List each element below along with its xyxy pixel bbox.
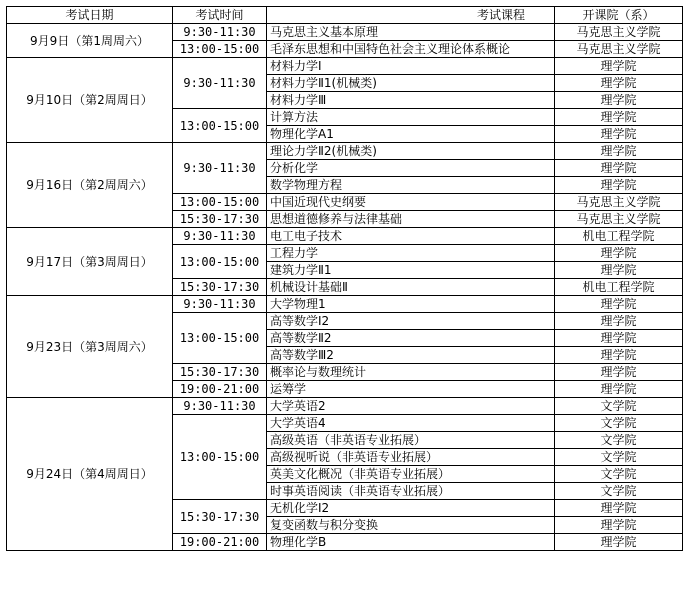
college-cell: 理学院 — [555, 534, 683, 551]
college-cell: 理学院 — [555, 177, 683, 194]
course-name-cell: 建筑力学Ⅱ1 — [267, 262, 555, 279]
exam-date-cell: 9月10日（第2周周日） — [7, 58, 173, 143]
schedule-body — [7, 24, 683, 551]
college-cell: 机电工程学院 — [555, 228, 683, 245]
exam-time-cell: 15:30-17:30 — [173, 211, 267, 228]
header-course: 考试课程 — [267, 7, 555, 24]
college-cell: 理学院 — [555, 313, 683, 330]
college-cell: 马克思主义学院 — [555, 211, 683, 228]
table-row — [7, 228, 683, 245]
exam-time-cell: 9:30-11:30 — [173, 143, 267, 194]
exam-time-cell: 13:00-15:00 — [173, 313, 267, 364]
course-name-cell: 物理化学B — [267, 534, 555, 551]
course-name-cell: 概率论与数理统计 — [267, 364, 555, 381]
course-name-cell: 机械设计基础Ⅱ — [267, 279, 555, 296]
exam-time-cell: 15:30-17:30 — [173, 279, 267, 296]
course-name-cell: 复变函数与积分变换 — [267, 517, 555, 534]
exam-time-cell: 13:00-15:00 — [173, 109, 267, 143]
course-name-cell: 无机化学Ⅰ2 — [267, 500, 555, 517]
college-cell: 马克思主义学院 — [555, 194, 683, 211]
exam-time-cell: 9:30-11:30 — [173, 228, 267, 245]
college-cell: 文学院 — [555, 398, 683, 415]
course-name-cell: 理论力学Ⅱ2(机械类) — [267, 143, 555, 160]
college-cell: 文学院 — [555, 483, 683, 500]
table-row — [7, 143, 683, 160]
college-cell: 理学院 — [555, 296, 683, 313]
course-name-cell: 材料力学Ⅰ — [267, 58, 555, 75]
college-cell: 理学院 — [555, 330, 683, 347]
table-row — [7, 296, 683, 313]
course-name-cell: 大学英语4 — [267, 415, 555, 432]
college-cell: 理学院 — [555, 92, 683, 109]
college-cell: 机电工程学院 — [555, 279, 683, 296]
course-name-cell: 运筹学 — [267, 381, 555, 398]
exam-time-cell: 15:30-17:30 — [173, 500, 267, 534]
table-row — [7, 58, 683, 75]
header-college: 开课院（系） — [555, 7, 683, 24]
exam-time-cell: 19:00-21:00 — [173, 381, 267, 398]
course-name-cell: 数学物理方程 — [267, 177, 555, 194]
course-name-cell: 高级视听说（非英语专业拓展） — [267, 449, 555, 466]
exam-time-cell: 19:00-21:00 — [173, 534, 267, 551]
college-cell: 理学院 — [555, 517, 683, 534]
course-name-cell: 马克思主义基本原理 — [267, 24, 555, 41]
course-name-cell: 分析化学 — [267, 160, 555, 177]
college-cell: 文学院 — [555, 415, 683, 432]
header-row — [7, 7, 683, 24]
college-cell: 文学院 — [555, 432, 683, 449]
exam-date-cell: 9月17日（第3周周日） — [7, 228, 173, 296]
exam-time-cell: 9:30-11:30 — [173, 24, 267, 41]
course-name-cell: 大学英语2 — [267, 398, 555, 415]
exam-time-cell: 9:30-11:30 — [173, 398, 267, 415]
table-row — [7, 24, 683, 41]
course-name-cell: 物理化学A1 — [267, 126, 555, 143]
college-cell: 理学院 — [555, 500, 683, 517]
course-name-cell: 高等数学Ⅲ2 — [267, 347, 555, 364]
exam-date-cell: 9月9日（第1周周六） — [7, 24, 173, 58]
course-name-cell: 材料力学Ⅲ — [267, 92, 555, 109]
college-cell: 理学院 — [555, 347, 683, 364]
college-cell: 马克思主义学院 — [555, 41, 683, 58]
table-row — [7, 398, 683, 415]
exam-time-cell: 9:30-11:30 — [173, 58, 267, 109]
course-name-cell: 计算方法 — [267, 109, 555, 126]
header-time: 考试时间 — [173, 7, 267, 24]
course-name-cell: 材料力学Ⅱ1(机械类) — [267, 75, 555, 92]
exam-date-cell: 9月24日（第4周周日） — [7, 398, 173, 551]
college-cell: 文学院 — [555, 466, 683, 483]
course-name-cell: 高等数学Ⅱ2 — [267, 330, 555, 347]
course-name-cell: 高级英语（非英语专业拓展） — [267, 432, 555, 449]
college-cell: 理学院 — [555, 143, 683, 160]
college-cell: 文学院 — [555, 449, 683, 466]
exam-time-cell: 13:00-15:00 — [173, 245, 267, 279]
college-cell: 马克思主义学院 — [555, 24, 683, 41]
course-name-cell: 时事英语阅读（非英语专业拓展） — [267, 483, 555, 500]
course-name-cell: 思想道德修养与法律基础 — [267, 211, 555, 228]
college-cell: 理学院 — [555, 262, 683, 279]
college-cell: 理学院 — [555, 245, 683, 262]
course-name-cell: 工程力学 — [267, 245, 555, 262]
course-name-cell: 毛泽东思想和中国特色社会主义理论体系概论 — [267, 41, 555, 58]
college-cell: 理学院 — [555, 160, 683, 177]
course-name-cell: 大学物理1 — [267, 296, 555, 313]
college-cell: 理学院 — [555, 75, 683, 92]
course-name-cell: 高等数学Ⅰ2 — [267, 313, 555, 330]
course-name-cell: 中国近现代史纲要 — [267, 194, 555, 211]
exam-time-cell: 13:00-15:00 — [173, 415, 267, 500]
exam-time-cell: 9:30-11:30 — [173, 296, 267, 313]
college-cell: 理学院 — [555, 58, 683, 75]
exam-schedule-table — [6, 6, 683, 551]
exam-time-cell: 13:00-15:00 — [173, 41, 267, 58]
exam-time-cell: 15:30-17:30 — [173, 364, 267, 381]
header-date: 考试日期 — [7, 7, 173, 24]
course-name-cell: 英美文化概况（非英语专业拓展） — [267, 466, 555, 483]
college-cell: 理学院 — [555, 364, 683, 381]
college-cell: 理学院 — [555, 126, 683, 143]
college-cell: 理学院 — [555, 109, 683, 126]
exam-time-cell: 13:00-15:00 — [173, 194, 267, 211]
exam-date-cell: 9月23日（第3周周六） — [7, 296, 173, 398]
course-name-cell: 电工电子技术 — [267, 228, 555, 245]
college-cell: 理学院 — [555, 381, 683, 398]
exam-date-cell: 9月16日（第2周周六） — [7, 143, 173, 228]
